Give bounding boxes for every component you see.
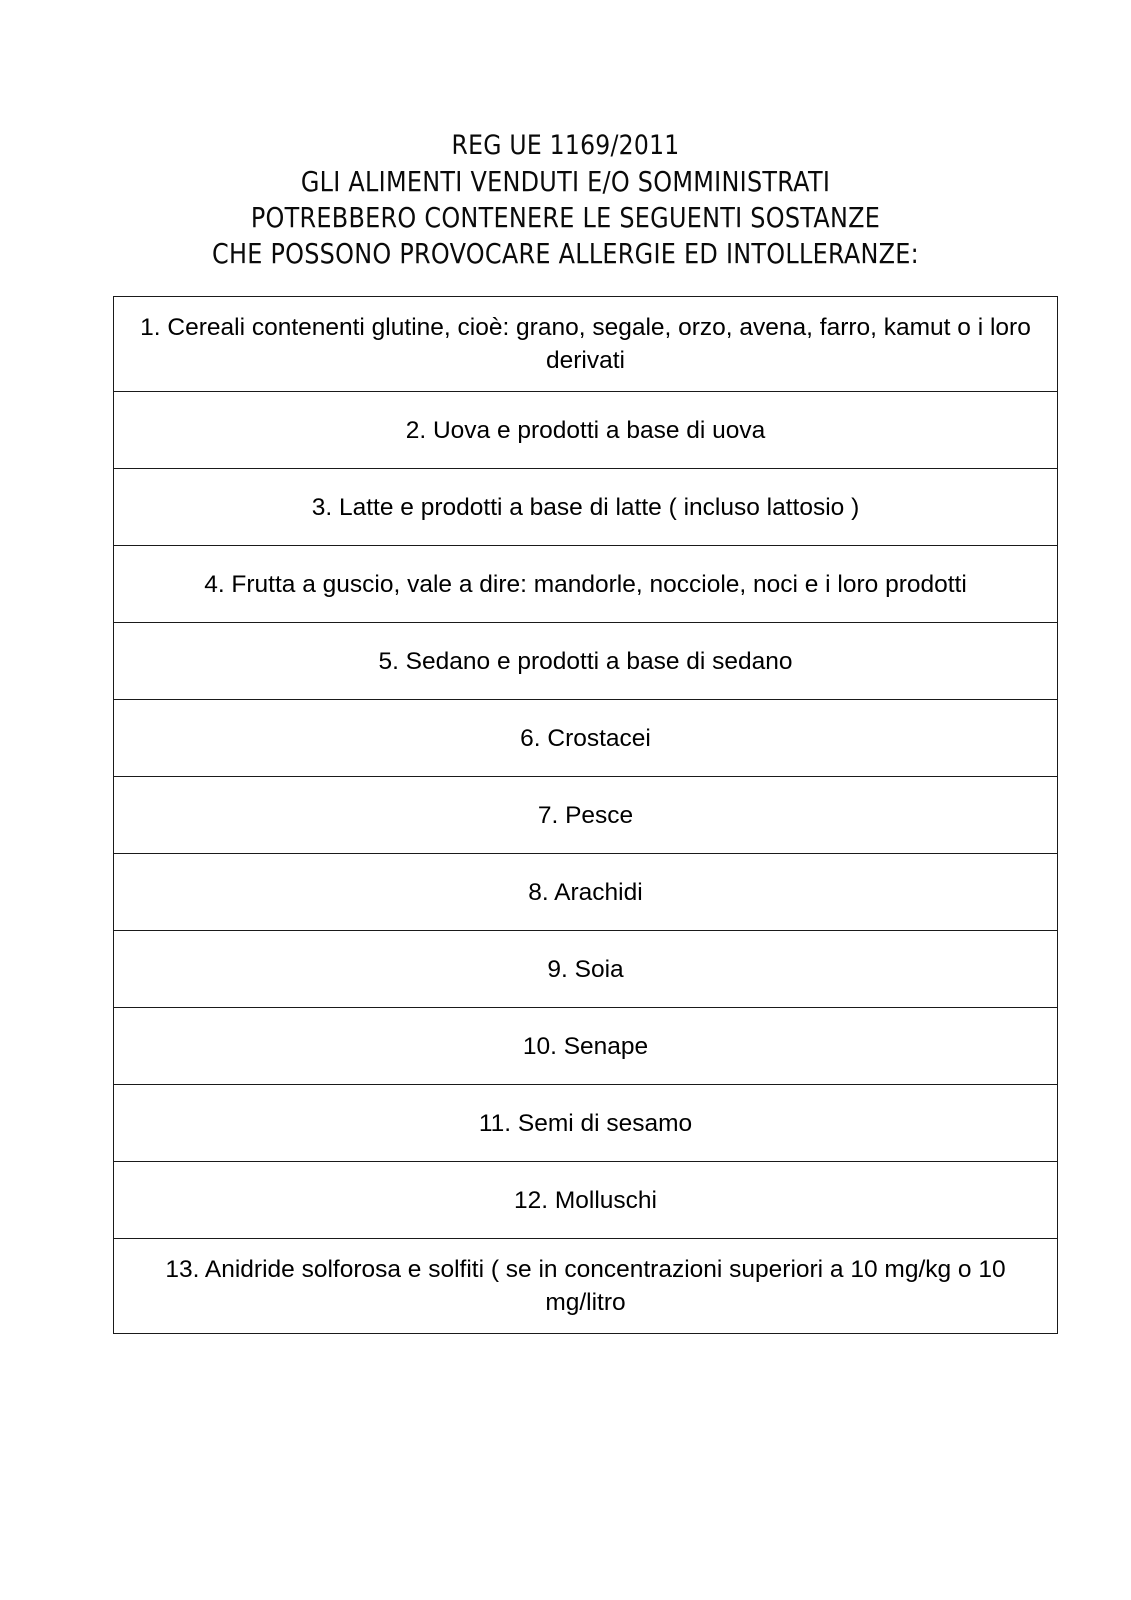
allergen-cell-9: 9. Soia bbox=[114, 931, 1058, 1008]
document-heading bbox=[0, 128, 1131, 272]
table-row bbox=[114, 392, 1058, 469]
heading-line-may-contain: POTREBBERO CONTENERE LE SEGUENTI SOSTANZE bbox=[250, 202, 881, 234]
table-row bbox=[114, 700, 1058, 777]
table-row bbox=[114, 297, 1058, 392]
allergen-cell-13: 13. Anidride solforosa e solfiti ( se in concentrazioni superiori a 10 mg/kg o 10 mg/litro bbox=[114, 1239, 1058, 1334]
allergen-cell-1: 1. Cereali contenenti glutine, cioè: grano, segale, orzo, avena, farro, kamut o i loro derivati bbox=[114, 297, 1058, 392]
allergen-cell-3: 3. Latte e prodotti a base di latte ( incluso lattosio ) bbox=[114, 469, 1058, 546]
table-row bbox=[114, 469, 1058, 546]
allergen-cell-8: 8. Arachidi bbox=[114, 854, 1058, 931]
table-row bbox=[114, 854, 1058, 931]
allergen-cell-11: 11. Semi di sesamo bbox=[114, 1085, 1058, 1162]
allergen-cell-10: 10. Senape bbox=[114, 1008, 1058, 1085]
table-row bbox=[114, 777, 1058, 854]
table-row bbox=[114, 1008, 1058, 1085]
allergen-cell-12: 12. Molluschi bbox=[114, 1162, 1058, 1239]
table-row bbox=[114, 623, 1058, 700]
table-row bbox=[114, 1239, 1058, 1334]
table-row bbox=[114, 546, 1058, 623]
heading-line-allergies: CHE POSSONO PROVOCARE ALLERGIE ED INTOLLERANZE: bbox=[211, 238, 920, 270]
table-row bbox=[114, 1085, 1058, 1162]
allergen-cell-7: 7. Pesce bbox=[114, 777, 1058, 854]
allergen-table-body bbox=[114, 297, 1058, 1334]
allergen-cell-6: 6. Crostacei bbox=[114, 700, 1058, 777]
allergen-cell-2: 2. Uova e prodotti a base di uova bbox=[114, 392, 1058, 469]
table-row bbox=[114, 1162, 1058, 1239]
heading-line-regulation: REG UE 1169/2011 bbox=[451, 130, 680, 161]
heading-line-foods-sold: GLI ALIMENTI VENDUTI E/O SOMMINISTRATI bbox=[300, 166, 831, 198]
allergen-cell-5: 5. Sedano e prodotti a base di sedano bbox=[114, 623, 1058, 700]
allergen-cell-4: 4. Frutta a guscio, vale a dire: mandorle, nocciole, noci e i loro prodotti bbox=[114, 546, 1058, 623]
table-row bbox=[114, 931, 1058, 1008]
allergen-table bbox=[113, 296, 1058, 1334]
